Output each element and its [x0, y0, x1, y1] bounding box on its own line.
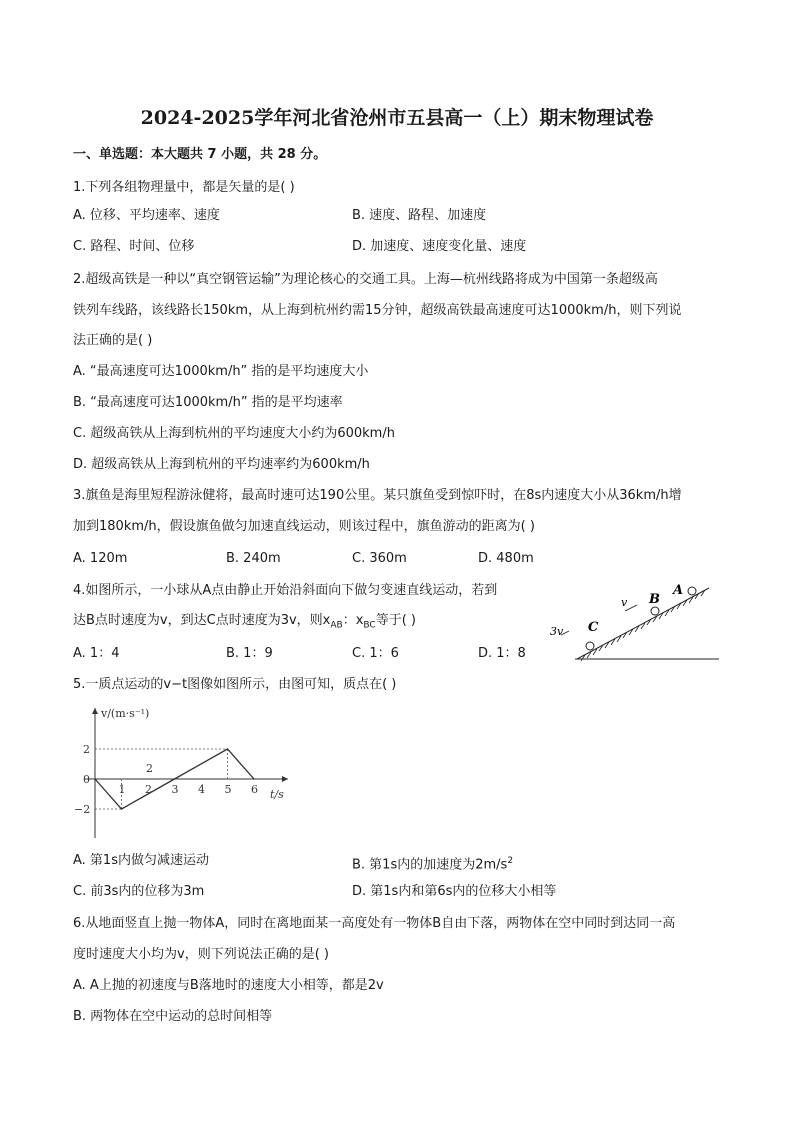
ball-b: [651, 607, 659, 615]
q4-option-d: D. 1：8: [478, 646, 526, 661]
label-c: C: [588, 620, 599, 635]
x-tick-5: 5: [224, 783, 232, 796]
q1-option-c: C. 路程、时间、位移: [73, 239, 195, 254]
q2-option-c: C. 超级高铁从上海到杭州的平均速度大小约为600km/h: [73, 426, 395, 441]
y-tick-neg2: −2: [74, 803, 91, 816]
q5-option-b: [352, 852, 513, 874]
q1-option-b: B. 速度、路程、加速度: [352, 208, 487, 223]
q3-option-c: C. 360m: [352, 551, 407, 566]
ball-c: [586, 642, 594, 650]
vt-graph: [70, 700, 300, 845]
section-heading: 一、单选题：本大题共 7 小题，共 28 分。: [73, 147, 327, 162]
q4-option-c: C. 1：6: [352, 646, 399, 661]
x-tick-6: 6: [251, 783, 258, 796]
q5-stem: 5.一质点运动的v−t图像如图所示，由图可知，质点在( ): [73, 677, 397, 692]
q3-option-b: B. 240m: [226, 551, 281, 566]
q4-line2-text: 达B点时速度为v，到达C点时速度为3v，则x: [73, 613, 331, 628]
inner-label: 2: [146, 762, 153, 775]
q3-line2: 加到180km/h，假设旗鱼做匀加速直线运动，则该过程中，旗鱼游动的距离为( ): [73, 519, 535, 534]
y-tick-2: 2: [83, 743, 90, 756]
q2-option-a: A. “最高速度可达1000km/h” 指的是平均速度大小: [73, 364, 369, 379]
incline-hatching: [581, 590, 705, 661]
q5-option-b-sup: 2: [507, 856, 514, 866]
y-axis-label: v/(m·s⁻¹): [101, 707, 150, 720]
q4-sub-ab: AB: [330, 620, 343, 631]
q2-line3: 法正确的是( ): [73, 333, 153, 348]
q2-option-b: B. “最高速度可达1000km/h” 指的是平均速率: [73, 395, 343, 410]
q6-option-a: A. A上抛的初速度与B落地时的速度大小相等，都是2v: [73, 978, 384, 993]
q4-option-a: A. 1：4: [73, 646, 120, 661]
vt-point-2: [174, 778, 176, 780]
q3-option-d: D. 480m: [478, 551, 534, 566]
y-tick-0: 0: [83, 773, 90, 786]
q5-option-b-text: B. 第1s内的加速度为2m/s: [352, 857, 508, 873]
q4-tail: 等于( ): [375, 613, 416, 628]
vt-point-0: [94, 778, 96, 780]
incline-figure: [545, 575, 725, 665]
x-tick-2: 2: [145, 783, 152, 796]
exam-title: 2024-2025学年河北省沧州市五县高一（上）期末物理试卷: [140, 107, 654, 129]
q5-option-a: A. 第1s内做匀减速运动: [73, 853, 209, 868]
q2-line1: 2.超级高铁是一种以“真空钢管运输”为理论核心的交通工具。上海—杭州线路将成为中国第一条超级高: [73, 272, 658, 287]
q3-option-a: A. 120m: [73, 551, 128, 566]
q4-option-b: B. 1：9: [226, 646, 273, 661]
q6-option-b: B. 两物体在空中运动的总时间相等: [73, 1009, 273, 1024]
x-tick-4: 4: [198, 783, 205, 796]
vt-point-1: [121, 808, 123, 810]
q4-line2: [73, 612, 416, 635]
label-v: v: [621, 596, 628, 609]
vt-point-3: [227, 748, 229, 750]
x-tick-1: 1: [118, 783, 126, 796]
ball-a: [688, 587, 696, 595]
label-b: B: [649, 592, 660, 607]
q3-line1: 3.旗鱼是海里短程游泳健将，最高时速可达190公里。某只旗鱼受到惊吓时，在8s内速度大小从36km/h增: [73, 488, 682, 503]
x-axis-label: t/s: [270, 788, 284, 801]
x-tick-3: 3: [171, 783, 179, 796]
q4-line1: 4.如图所示，一小球从A点由静止开始沿斜面向下做匀变速直线运动，若到: [73, 583, 498, 598]
vt-point-4: [253, 778, 255, 780]
q1-stem: 1.下列各组物理量中，都是矢量的是( ): [73, 180, 295, 195]
q5-option-d: D. 第1s内和第6s内的位移大小相等: [352, 884, 557, 899]
q2-option-d: D. 超级高铁从上海到杭州的平均速率约为600km/h: [73, 457, 370, 472]
q6-line1: 6.从地面竖直上抛一物体A，同时在离地面某一高度处有一物体B自由下落，两物体在空中同时到达同一高: [73, 916, 676, 931]
label-a: A: [673, 583, 684, 598]
q1-option-d: D. 加速度、速度变化量、速度: [352, 239, 527, 254]
label-3v: 3v: [550, 625, 564, 638]
q6-line2: 度时速度大小均为v，则下列说法正确的是( ): [73, 947, 329, 962]
q2-line2: 铁列车线路，该线路长150km，从上海到杭州约需15分钟，超级高铁最高速度可达1000km/h，则下列说: [73, 303, 682, 318]
q1-option-a: A. 位移、平均速率、速度: [73, 208, 220, 223]
q4-sub-bc: BC: [363, 620, 376, 631]
q4-colon-x: ：x: [342, 613, 364, 628]
q5-option-c: C. 前3s内的位移为3m: [73, 884, 205, 899]
